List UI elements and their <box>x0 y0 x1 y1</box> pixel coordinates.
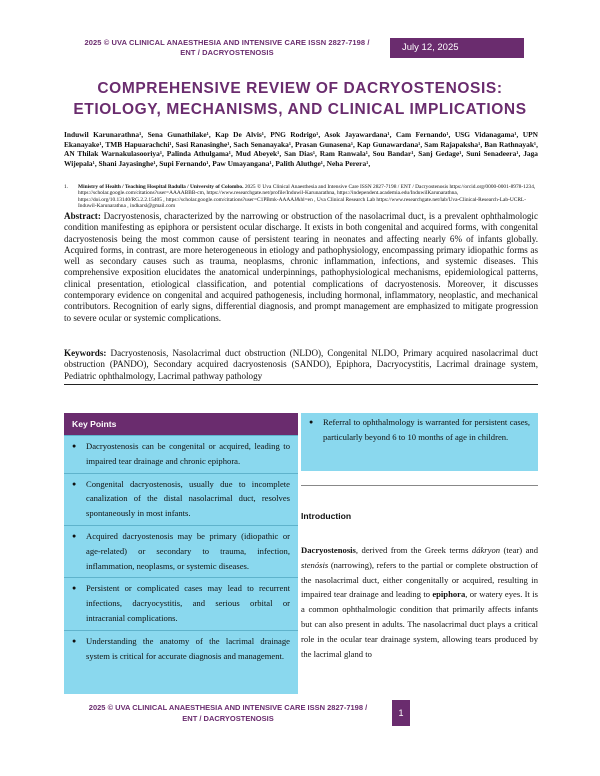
page-number: 1 <box>392 700 410 726</box>
intro-fragment: , derived from the Greek terms <box>355 545 472 555</box>
key-points-list <box>64 435 298 667</box>
keywords <box>64 348 538 382</box>
title-line2: ETIOLOGY, MECHANISMS, AND CLINICAL IMPLICATIONS <box>73 101 527 118</box>
journal-header-line2: ENT / DACRYOSTENOSIS <box>180 48 274 57</box>
journal-header <box>64 38 390 58</box>
bullet-icon: ● <box>72 636 77 645</box>
key-point-item: ● Acquired dacryostenosis may be primary (idiopathic or age-related) or secondary to trauma, infection, inflammation, neoplasms, or systemic diseases. <box>64 525 298 577</box>
journal-footer-line2: ENT / DACRYOSTENOSIS <box>182 714 274 723</box>
journal-footer <box>64 700 392 726</box>
bullet-icon: ● <box>72 442 77 450</box>
intro-term: Dacryostenosis <box>301 545 356 555</box>
author-list: Induwil Karunarathna¹, Sena Gunathilake¹, Kap De Alvis¹, PNG Rodrigo¹, Asok Jayawardana¹, Cam Fernando¹, USG Vidanagama¹, UPN Ekanayake¹, TMB Hapuarachchi¹, Sasi Ranasinghe¹, Sach Senanayaka¹, Prasan Gunasena¹, Kap Gunawardana¹, Sam Rajapaksha¹, Ban Rathnayak¹, AN Thilak Warnakulasooriya¹, Palinda Athulgama¹, Mud Abeyek¹, San Dias¹, Ram Ranwala¹, Sou Bandar¹, Sanj Gedage¹, Suni Senadeera¹, Jaga Wijepala¹, Shani Jayasinghe¹, Supi Fernando¹, Paw Umayangana¹, Palith Aluthge¹, Neha Perera¹, <box>64 130 538 169</box>
keywords-label: Keywords: <box>64 348 107 358</box>
bullet-icon: ● <box>309 418 314 426</box>
title-line1: COMPREHENSIVE REVIEW OF DACRYOSTENOSIS: <box>97 80 503 97</box>
paper-title <box>70 78 530 120</box>
intro-fragment: (narrowing), refers to the partial or complete obstruction of the nasolacrimal duct, either congenitally or acquired, resulting in impaired tear drainage and leading to <box>301 559 538 600</box>
introduction-heading: Introduction <box>301 511 352 521</box>
journal-header-line1: 2025 © UVA CLINICAL ANAESTHESIA AND INTENSIVE CARE ISSN 2827-7198 / <box>84 38 370 47</box>
affiliation-org: Ministry of Health / Teaching Hospital Badulla / University of Colombo. <box>78 184 244 190</box>
key-points-continued <box>301 413 538 471</box>
abstract-label: Abstract: <box>64 211 101 221</box>
affiliation-text <box>78 184 538 210</box>
journal-footer-line1: 2025 © UVA CLINICAL ANAESTHESIA AND INTENSIVE CARE ISSN 2827-7198 / <box>88 703 368 712</box>
page-header <box>64 38 524 58</box>
abstract-text: Dacryostenosis, characterized by the narrowing or obstruction of the nasolacrimal duct, is a prevalent ophthalmologic condition manifesting as epiphora or persistent ocular discharge. It exists in both congenital and acquired forms, with congenital dacryostenosis being the most common cause of persistent tearing in neonates and affecting nearly 6% of infants globally. Acquired forms, in contrast, are more heterogeneous in etiology and pathophysiology, encompassing primary idiopathic forms as well as secondary causes such as trauma, neoplasms, chronic inflammation, infections, and systemic diseases. This comprehensive exposition elucidates the anatomical underpinnings, pathophysiological mechanisms, epidemiological patterns, clinical presentation, etiological classification, and potential complications of dacryostenosis. Moreover, it discusses contemporary evidence on congenital and acquired pathogenesis, including hormonal, inflammatory, neoplastic, and mechanical contributors. Recognition of early signs, differential diagnosis, and prompt management are emphasized to mitigate progression to severe ocular or systemic complications. <box>64 211 538 323</box>
intro-term: epiphora <box>432 589 466 600</box>
section-divider <box>64 384 538 385</box>
bullet-icon: ● <box>72 479 77 488</box>
column-divider <box>301 485 538 486</box>
key-point-item: ● Persistent or complicated cases may lead to recurrent infections, dacryocystitis, and serious orbital or intracranial complications. <box>64 577 298 629</box>
keywords-text: Dacryostenosis, Nasolacrimal duct obstruction (NLDO), Congenital NLDO, Primary acquired nasolacrimal duct obstruction (PANDO), Secondary acquired dacryostenosis (SANDO), Epiphora, Dacryocystitis, Lacrimal drainage system, Pediatric ophthalmology, Lacrimal pathway pathology <box>64 348 538 381</box>
intro-fragment: , or watery eyes. It is a common ophthalmologic condition that primarily affects infants but can also present in adults. The nasolacrimal duct plays a critical role in the ocular tear drainage system, allowing tears produced by the lacrimal gland to <box>301 589 538 659</box>
key-point-item: ● Understanding the anatomy of the lacrimal drainage system is critical for accurate diagnosis and management. <box>64 630 298 668</box>
bullet-icon: ● <box>72 531 77 540</box>
abstract <box>64 211 538 324</box>
page-footer <box>64 700 410 726</box>
intro-fragment: (tear) and <box>500 545 538 555</box>
introduction-text <box>301 543 538 661</box>
key-point-item: ● Dacryostenosis can be congenital or acquired, leading to impaired tear drainage and chronic epiphora. <box>64 435 298 473</box>
affiliation-number: 1. <box>64 184 69 190</box>
intro-greek-term: stenósis <box>301 559 329 570</box>
key-point-item: ● Congenital dacryostenosis, usually due to incomplete canalization of the distal nasolacrimal duct, resolves spontaneously in most infants. <box>64 473 298 525</box>
key-points-box <box>64 413 298 694</box>
affiliation-details: 2025 © Uva Clinical Anaesthesia and Intensive Care ISSN 2827-7198 / ENT / Dacryostenosis https://orcid.org/0000-0001-8978-1234, https://scholar.google.com/citations?user=AAAABBB-cm, https://www.researchgate.net/profile/Induwil-Karunarathna, https://independent.academia.edu/InduwilKarunarathna, https://doi.org/10.13140/RG.2.2.15405 , https://scholar.google.com/citations?user=C1PBmk-AAAAJ&hl=en , Uva Clinical Research Lab https://www.researchgate.net/lab/Uva-Clinical-Research-Lab-UCRL-Induwil-Karunarathna , indkarsl@gmail.com <box>78 184 536 210</box>
publication-date: July 12, 2025 <box>390 38 524 58</box>
intro-greek-term: dákryon <box>471 545 501 555</box>
bullet-icon: ● <box>72 584 77 593</box>
key-point-item: ● Referral to ophthalmology is warranted for persistent cases, particularly beyond 6 to 10 months of age in children. <box>301 413 538 447</box>
affiliation <box>64 184 538 210</box>
key-points-heading: Key Points <box>64 413 298 435</box>
